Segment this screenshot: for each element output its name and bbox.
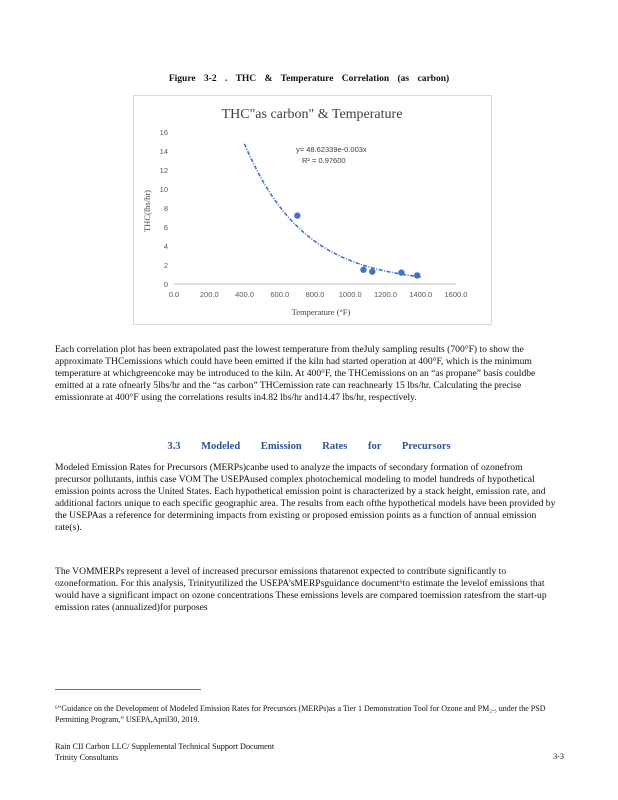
y-tick-label: 2 [163, 261, 168, 270]
y-tick-label: 6 [163, 223, 168, 232]
footer-company: Trinity Consultants [55, 753, 119, 762]
paragraph-vom-merps: The VOMMERPs represent a level of increased precursor emissions thatarenot expected to contribute significantly to ozoneformation. For this analysis, Trinityutilized the USEPA’sMERPsguidance document⁶to estimate the levelof emissions that would have a significant impact on ozone concentrations These emissions levels are compared toemission ratesfrom the start-up emission rates (annualized)for purposes [55, 566, 547, 614]
x-tick-label: 600.0 [270, 290, 290, 299]
footer [55, 741, 274, 763]
data-point [398, 269, 404, 275]
x-axis-label: Temperature (°F) [291, 307, 351, 317]
x-tick-label: 1200.0 [374, 290, 397, 299]
y-axis-label: THC(lbs/hr) [142, 189, 152, 233]
data-point [414, 272, 420, 278]
x-tick-label: 1400.0 [409, 290, 433, 299]
x-tick-label: 0.0 [168, 290, 180, 299]
y-tick-label: 4 [163, 242, 168, 251]
x-tick-label: 800.0 [305, 290, 325, 299]
paragraph-correlation: Each correlation plot has been extrapolated past the lowest temperature from theJuly sampling results (700°F) to show the approximate THCemissions which could have been emitted if the kiln had started operation at 400°F, which is the minimum temperature at whichgreencoke may be introduced to the kiln. At 400°F, the THCemissions on an “as propane” basis couldbe emitted at a rate ofnearly 5lbs/hr and the “as carbon” THCemission rate can reachnearly 15 lbs/hr. Calculating the precise emissionrate at 400°F using the correlations results in4.82 lbs/hr and14.47 lbs/hr, respectively. [55, 344, 536, 404]
chart-title: THC"as carbon" & Temperature [221, 107, 403, 122]
x-tick-label: 1000.0 [338, 290, 362, 299]
x-tick-label: 200.0 [199, 290, 219, 299]
data-point [369, 268, 375, 274]
y-tick-label: 12 [159, 166, 168, 175]
footnote-separator [55, 689, 201, 690]
paragraph-merps: Modeled Emission Rates for Precursors (MERPs)canbe used to analyze the impacts of secondary formation of ozonefrom precursor pollutants, inthis case VOM The USEPAused complex photochemical modeling to model hundreds of hypothetical emission points across the United States. Each hypothetical emission point is characterized by a stack height, emission rate, and additional factors unique to each specific geographic area. The results from each ofthe hypothetical models have been provided by the USEPAas a reference for determining impacts from existing or proposed emission points as a function of annual emission rate(s). [55, 462, 556, 534]
trendline-r-squared: R² = 0.97600 [302, 156, 346, 165]
footer-document-title: Rain CII Carbon LLC/ Supplemental Technical Support Document [55, 742, 275, 751]
section-heading: 3.3 Modeled Emission Rates for Precursors [167, 441, 451, 452]
y-tick-label: 0 [163, 280, 168, 289]
x-tick-label: 1600.0 [444, 290, 468, 299]
x-tick-label: 400.0 [235, 290, 254, 299]
thc-temperature-chart [133, 95, 492, 325]
page-number: 3-3 [553, 752, 564, 761]
y-tick-label: 10 [159, 185, 168, 194]
figure-caption: Figure 3-2 . THC & Temperature Correlation (as carbon) [168, 74, 450, 84]
y-tick-label: 16 [159, 128, 168, 137]
y-tick-label: 8 [163, 204, 168, 213]
trendline-equation: y= 48.62339e-0.003x [296, 145, 367, 154]
data-point [360, 267, 366, 273]
footnote: ⁶“Guidance on the Development of Modeled Emission Rates for Precursors (MERPs)as a Tier 1 Demonstration Tool for Ozone and PM₂.₅ under the PSD Permitting Program,” USEPA,April30, 2019. [55, 704, 546, 724]
y-tick-label: 14 [159, 147, 168, 156]
data-point [294, 212, 300, 218]
chart-svg [134, 96, 491, 324]
